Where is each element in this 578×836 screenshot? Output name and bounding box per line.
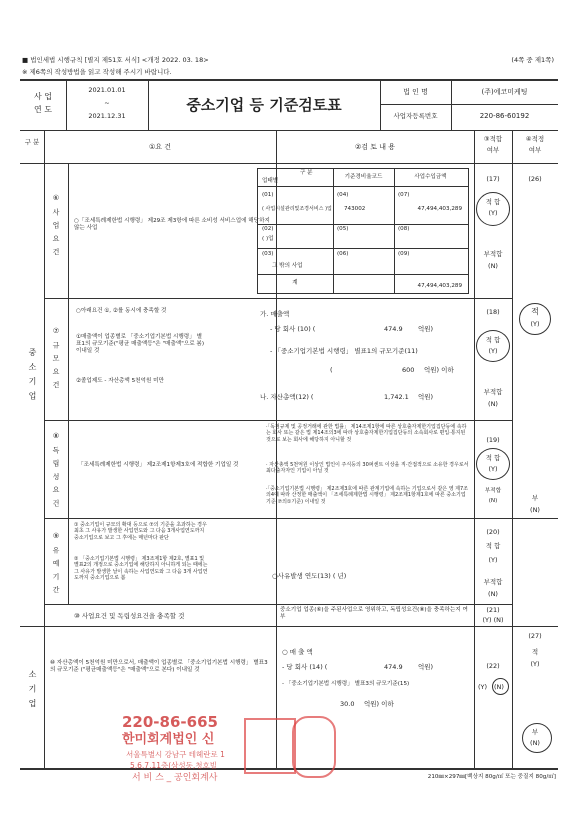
tbl-gubun: 구 분 [300,170,313,176]
row-line [20,626,558,627]
r3-no1: (03) [262,251,274,257]
date-end: 2021.12.31 [88,112,126,120]
paper-spec: 210㎜×297㎜[백상지 80g/㎡ 또는 중질지 80g/㎡] [427,774,556,780]
s1-adeq-no: (26) [528,175,542,183]
date-start: 2021.01.01 [88,86,126,94]
s4-label [44,525,68,605]
col-line [68,164,69,604]
s4-label-text: ⑨ 유 예 기 간 [52,531,60,595]
s1-fit-n: (N) [488,262,498,270]
s1-label [44,175,68,279]
s3-adeq-n: (N) [530,506,540,514]
s2-label-text: ⑦ 규 모 요 건 [52,326,60,390]
r1-name: ( 사업시설관리및조경서비스 )업 [262,206,332,212]
seal-square-left [244,718,296,774]
corp-name-label: 법 인 명 [403,88,428,96]
r2-no2: (05) [337,226,349,232]
s2-sales-value: 474.9 [384,325,403,333]
hdr-line [380,104,558,105]
s2-req-2: ①매출액이 업종별로 「중소기업기본법 시행령」 별표1의 규모기준("평균 매출액등"은 "매출액"으로 봄) 이내일 것 [76,334,204,354]
s3-review-1: ·「독점규제 및 공정거래에 관한 법률」 제14조제1항에 따른 상호출자제한기업집단등에 속하는 회사 또는 같은 법 제14조의3에 따라 상호출자제한기업집단등의 소속회사로 편입·통지된 것으로 보는 회사에 해당하지 아니할 것 [266,424,467,443]
small-label-text: 소 기 업 [28,670,37,710]
year-label-2: 연 도 [34,105,52,114]
small-label [20,640,44,750]
header-bottom-border [20,130,558,131]
page-indicator: (4쪽 중 제1쪽) [511,56,554,64]
s3-review-3: ·「중소기업기본법 시행령」 제2조제3호에 따른 관계기업에 속하는 기업으로서 같은 영 제7조의4에 따라 산정한 매출액이 「조세특례제한법 시행령」 제2조제1항제1호에 따른 중소기업기준(⑦의①기준) 이내일 것 [266,486,468,505]
s2-std-open: ( [330,366,333,374]
stamp-firm: 한미회계법인 신 [122,732,215,747]
col-line [512,131,513,769]
s3-fit-n: (N) [488,498,498,504]
s3-fit-y: (Y) [488,465,498,473]
sme-label [20,320,44,440]
col-fit4b: 여부 [528,146,542,154]
small-adeq-y: (Y) [530,660,540,668]
col-req: ①요 건 [148,143,172,151]
s2-asset-unit: 억원) [418,393,434,401]
col-fit4: ④적정 [525,135,545,143]
s2-std-unit: 억원) 이하 [424,366,454,374]
s3-label [44,428,68,516]
r1-no3: (07) [398,192,410,198]
s1-requirement: ○「조세특례제한법 시행령」 제29조 제3항에 따른 소비성 서비스업에 해당하지 않는 사업 [74,218,270,231]
s3-fit-ok: 적 합 [485,454,501,462]
s4-fit-ng: 부적합 [483,578,503,586]
small-std-unit: 억원) 이하 [364,700,394,708]
small-adeq-ok: 적 [531,648,539,656]
tbl-biz: 업태별 [262,178,279,184]
r1-no1: (01) [262,192,274,198]
small-adeq-ng: 부 [531,728,539,736]
r2-name: ( )업 [262,236,274,242]
small-sales-unit: 억원) [418,663,434,671]
s4-fit-n: (N) [488,590,498,598]
s2-sales-label: 가. 매출액 [260,310,290,318]
s3-review-2: · 자산총액 5천억원 이상인 법인이 주식등의 30퍼센트 이상을 직·간접적으로 소유한 경우로서 최다출자자인 기업이 아닐 것 [266,462,469,475]
s5-fit-yn: (Y) (N) [482,616,504,624]
tbl-code-header: 기준경비율코드 [344,174,383,180]
s5-review: 중소기업 업종(⑥)을 주된사업으로 영위하고, 독립성요건(⑧)을 충족하는지 여부 [280,607,468,620]
seal-round-right [292,716,336,778]
row-line [44,604,512,605]
table-top-border [20,79,558,81]
r2-no3: (08) [398,226,410,232]
s4-req-2: ② 「중소기업기본법 시행령」 제3조제1항 제2호, 별표1 및 별표2의 개정으로 중소기업에 해당하지 아니하게 되는 때에는 그 사유가 발생한 날이 속하는 사업연도와 그 다음 3개 사업연도까지 중소기업으로 봄 [74,556,208,581]
small-review-3: - 「중소기업기본법 시행령」 별표3의 규모기준(15) [282,681,410,687]
s2-asset-value: 1,742.1 [384,393,409,401]
colhead-bottom-border [20,163,558,164]
s3-requirement: 「조세특례제한법 시행령」 제2조제1항제3호에 적합한 기업일 것 [78,462,239,468]
r3-no3: (09) [398,251,410,257]
s2-std-value: 600 [402,366,415,374]
small-sales-value: 474.9 [384,663,403,671]
s3-fit-circle [476,448,510,480]
s1-label-text: ⑥ 사 업 요 건 [52,193,60,257]
s2-label [44,318,68,402]
small-review-1: ○ 매 출 액 [282,648,313,656]
in-line [394,168,395,293]
row-line [44,420,512,421]
r1-no2: (04) [337,192,349,198]
small-requirement: ⑩ 자산총액이 5천억원 미만으로서, 매출액이 업종별로 「중소기업기본법 시행령」 별표3의 규모기준 ("평균매출액등"은 "매출액"으로 본다) 이내일 것 [50,660,268,673]
s2-req-3: ②졸업제도 - 자산총액 5천억원 미만 [76,378,164,384]
col-line [474,131,475,769]
year-label-1: 사 업 [34,92,52,101]
s3-label-text: ⑧ 독 립 성 요 건 [52,431,60,509]
law-reference: ■ 법인세법 시행규칙 [별지 제51호 서식] <개정 2022. 03. 18> [22,56,209,64]
in-line [257,248,468,249]
col-gubun: 구 분 [24,138,40,146]
tbl-amt-header: 사업수입금액 [414,174,447,180]
row-line [44,518,558,519]
s1-fit-ng: 부적합 [483,250,503,258]
row-line [44,298,512,299]
s2-adeq-ok: 적 [531,307,539,316]
s2-adeq-y: (Y) [530,320,540,328]
in-line [333,168,334,293]
col-fit3: ③적합 [483,135,503,143]
r3-no2: (06) [337,251,349,257]
page-title: 중소기업 등 기준검토표 [186,96,342,114]
in-line [257,274,468,275]
s3-fit-no: (19) [486,436,500,444]
small-adeq-n: (N) [530,739,540,747]
s2-fit-ng: 부적합 [483,388,503,396]
instruction-note: ※ 제6쪽의 작성방법을 읽고 작성해 주시기 바랍니다. [22,68,172,76]
r1-amount: 47,494,403,289 [417,206,462,212]
stamp-phone: 220-86-665 [122,713,218,731]
in-line [257,224,468,225]
s2-fit-y: (Y) [488,347,498,355]
sme-label-text: 중 소 기 업 [28,348,37,402]
s2-std-label: - 「중소기업기본법 시행령」 별표1의 규모기준(11) [270,347,418,355]
r2-no1: (02) [262,226,274,232]
s2-fit-ok: 적 합 [485,336,501,344]
total-label: 계 [292,280,298,286]
small-adeq-no: (27) [528,632,542,640]
r3-name: 그 밖의 사업 [272,263,303,269]
s1-fit-y: (Y) [488,209,498,217]
s1-fit-no: (17) [486,175,500,183]
date-dash: ~ [104,99,110,107]
s5-requirement: ⑩ 사업요건 및 독립성요건을 충족할 것 [74,612,185,620]
stamp-address-1: 서울특별시 강남구 테헤란로 1 [126,750,225,759]
in-line [257,186,468,187]
col-fit3b: 여부 [486,146,500,154]
s4-fit-y: (Y) [488,556,498,564]
s2-sales-own: - 당 회사 (10) ( [270,325,316,333]
small-fit-y: (Y) [478,683,488,691]
stamp-address-2: 5,6,7,11층(삼성동,청호빌 [130,761,218,770]
s2-asset-label: 나. 자산총액(12) ( [260,393,314,401]
s4-fit-ok: 적 합 [485,542,501,550]
small-std-value: 30.0 [340,700,355,708]
s3-adeq-ng: 부 [531,494,539,502]
col-review: ②검 토 내 용 [355,143,395,151]
biz-no-value: 220-86-60192 [479,112,530,120]
s5-fit-no: (21) [486,606,500,614]
small-fit-no: (22) [486,662,500,670]
s1-fit-ok: 적 합 [485,198,501,206]
total-amount: 47,494,403,289 [417,283,462,289]
stamp-service: 서 비 스 _ 공인회계사 [132,773,218,783]
s2-req-1: ○아래요건 ①, ②를 동시에 충족할 것 [76,308,167,314]
small-fit-n: (N) [494,683,504,691]
corp-name-value: (주)에코미케팅 [481,88,528,96]
r1-code: 743002 [344,206,366,212]
small-review-2: - 당 회사 (14) ( [282,663,328,671]
s2-sales-unit: 억원) [418,325,434,333]
s2-fit-n: (N) [488,400,498,408]
s4-fit-no: (20) [486,528,500,536]
s2-fit-circle [476,330,510,362]
s4-review: ○사유발생 연도(13) ( 년) [272,572,347,580]
s4-req-1: ① 중소기업이 규모의 확대 등으로 ⑦의 기준을 초과하는 경우 최초 그 사유가 발생한 사업연도와 그 다음 3개사업연도까지 중소기업으로 보고 그 후에는 매년마다 판단 [74,522,207,541]
s2-fit-no: (18) [486,308,500,316]
s3-fit-ng: 부적합 [484,488,502,494]
biz-no-label: 사업자등록번호 [393,112,438,120]
